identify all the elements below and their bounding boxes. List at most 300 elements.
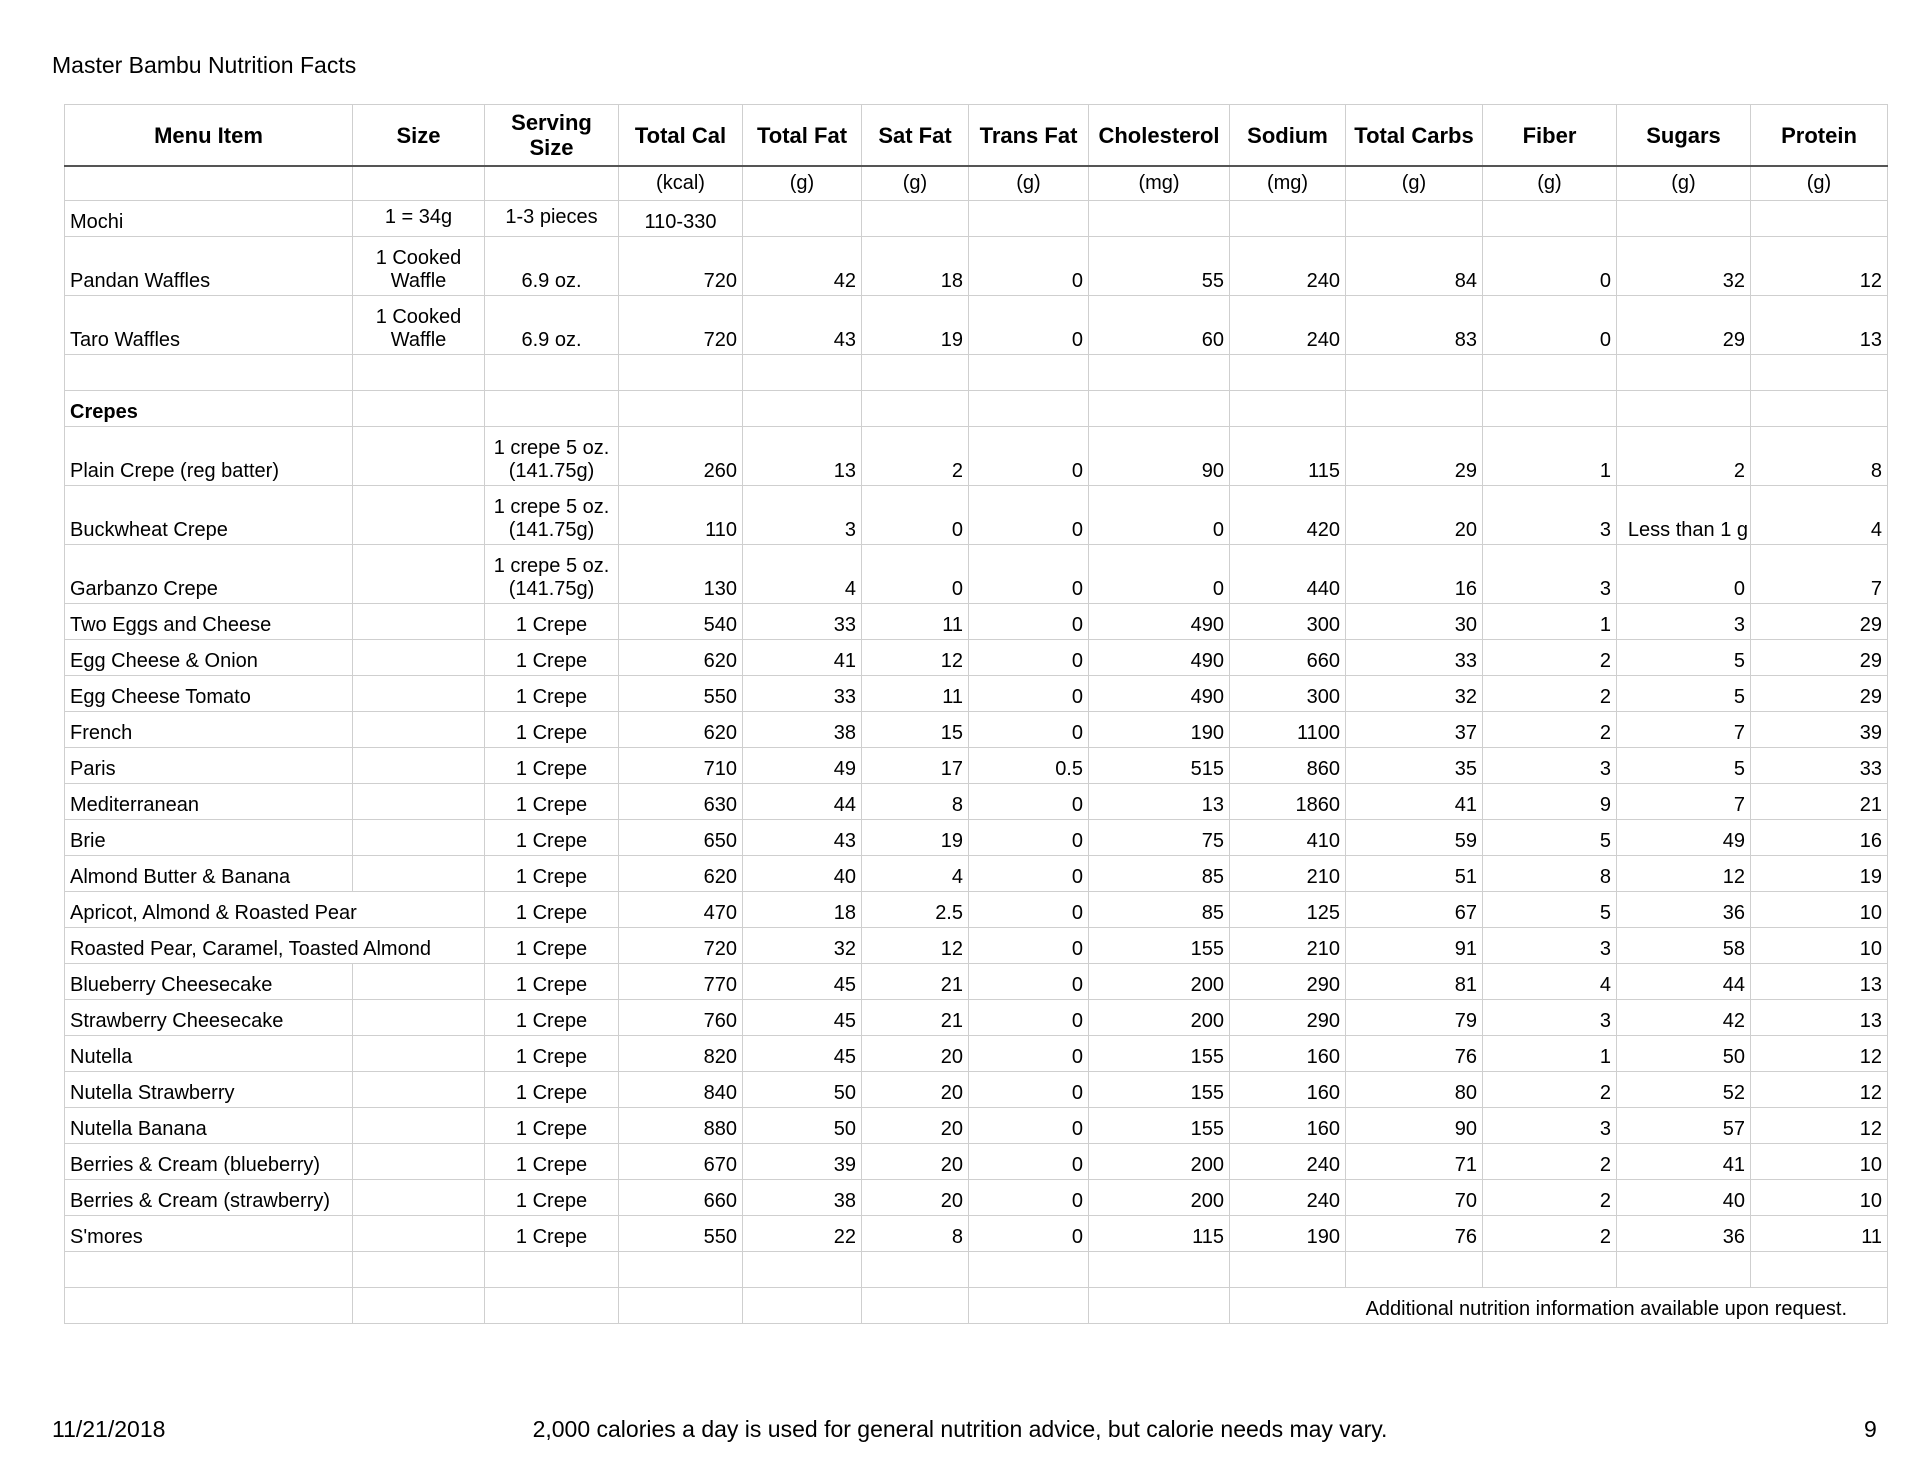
table-cell: 290	[1230, 964, 1346, 1000]
table-cell: 515	[1089, 748, 1230, 784]
table-cell: 29	[1346, 427, 1483, 486]
table-row	[65, 928, 1888, 964]
table-cell: 2	[1483, 1180, 1617, 1216]
table-cell	[353, 1288, 485, 1324]
table-cell: 200	[1089, 1144, 1230, 1180]
nutrition-table	[64, 104, 1888, 1324]
table-cell	[65, 1252, 353, 1288]
table-cell: 5	[1617, 748, 1751, 784]
table-cell: 115	[1230, 427, 1346, 486]
footer-date: 11/21/2018	[52, 1416, 166, 1442]
table-cell	[1230, 391, 1346, 427]
table-cell	[969, 391, 1089, 427]
unit-cell	[485, 166, 619, 201]
table-cell	[1346, 391, 1483, 427]
table-cell	[969, 201, 1089, 237]
page-number: 9	[1864, 1416, 1877, 1442]
table-cell: 79	[1346, 1000, 1483, 1036]
table-cell: 0	[969, 1144, 1089, 1180]
table-cell: 1 Crepe	[485, 604, 619, 640]
table-cell: S'mores	[65, 1216, 353, 1252]
table-cell	[1230, 201, 1346, 237]
table-cell: 490	[1089, 640, 1230, 676]
table-cell: 39	[1751, 712, 1888, 748]
table-cell: 260	[619, 427, 743, 486]
table-cell: 240	[1230, 1180, 1346, 1216]
table-cell: 8	[1483, 856, 1617, 892]
table-row	[65, 676, 1888, 712]
table-cell: 58	[1617, 928, 1751, 964]
table-cell: 0	[969, 964, 1089, 1000]
table-cell: 3	[1483, 1000, 1617, 1036]
table-cell: 160	[1230, 1108, 1346, 1144]
table-cell: 200	[1089, 1000, 1230, 1036]
table-cell	[353, 1180, 485, 1216]
table-cell: 1 Crepe	[485, 1144, 619, 1180]
table-cell: 13	[1751, 964, 1888, 1000]
table-cell: Berries & Cream (strawberry)	[65, 1180, 353, 1216]
unit-cell: (g)	[1346, 166, 1483, 201]
table-cell: 55	[1089, 237, 1230, 296]
table-cell	[619, 1252, 743, 1288]
table-cell: Roasted Pear, Caramel, Toasted Almond	[65, 928, 485, 964]
table-cell: 1 Crepe	[485, 640, 619, 676]
table-cell: 12	[1751, 237, 1888, 296]
table-cell: 29	[1617, 296, 1751, 355]
table-cell: 1 Crepe	[485, 676, 619, 712]
table-cell: Egg Cheese Tomato	[65, 676, 353, 712]
table-cell: 0	[1617, 545, 1751, 604]
table-cell: 49	[743, 748, 862, 784]
table-row	[65, 427, 1888, 486]
footer-note: 2,000 calories a day is used for general nutrition advice, but calorie needs may vary.	[532, 1416, 1388, 1442]
table-cell: 410	[1230, 820, 1346, 856]
table-cell: 620	[619, 640, 743, 676]
header-cell: Total Cal	[619, 105, 743, 167]
header-cell: Sat Fat	[862, 105, 969, 167]
table-cell: 84	[1346, 237, 1483, 296]
table-row	[65, 1108, 1888, 1144]
table-cell: 1860	[1230, 784, 1346, 820]
table-cell: Nutella	[65, 1036, 353, 1072]
table-cell: 155	[1089, 1072, 1230, 1108]
table-cell: Blueberry Cheesecake	[65, 964, 353, 1000]
table-cell: 38	[743, 712, 862, 748]
table-cell: 42	[1617, 1000, 1751, 1036]
table-cell: 2	[1483, 1072, 1617, 1108]
table-row	[65, 604, 1888, 640]
table-cell: 155	[1089, 928, 1230, 964]
table-cell: 20	[862, 1036, 969, 1072]
table-cell: 32	[743, 928, 862, 964]
table-cell	[1483, 201, 1617, 237]
table-cell: 300	[1230, 676, 1346, 712]
table-cell: 10	[1751, 1144, 1888, 1180]
table-cell	[1089, 1288, 1230, 1324]
table-cell: 44	[1617, 964, 1751, 1000]
table-row	[65, 856, 1888, 892]
table-cell	[353, 391, 485, 427]
table-cell	[1089, 201, 1230, 237]
table-cell: 40	[743, 856, 862, 892]
table-cell: Nutella Strawberry	[65, 1072, 353, 1108]
table-cell: 0	[969, 640, 1089, 676]
table-cell: 59	[1346, 820, 1483, 856]
table-cell: 0.5	[969, 748, 1089, 784]
table-cell	[743, 1288, 862, 1324]
table-cell: 12	[1617, 856, 1751, 892]
table-cell: 18	[743, 892, 862, 928]
table-cell: 13	[743, 427, 862, 486]
table-cell: 1 Crepe	[485, 928, 619, 964]
table-cell: 240	[1230, 237, 1346, 296]
table-cell: 42	[743, 237, 862, 296]
table-cell: 1 Crepe	[485, 1216, 619, 1252]
table-cell: 8	[1751, 427, 1888, 486]
table-cell	[353, 1000, 485, 1036]
table-cell: 660	[619, 1180, 743, 1216]
table-cell: 550	[619, 1216, 743, 1252]
table-cell: 2	[1483, 1216, 1617, 1252]
header-cell: Total Carbs	[1346, 105, 1483, 167]
table-cell: 45	[743, 1000, 862, 1036]
table-cell: 19	[1751, 856, 1888, 892]
unit-cell: (g)	[743, 166, 862, 201]
table-cell: 1 Crepe	[485, 964, 619, 1000]
table-row	[65, 784, 1888, 820]
table-cell: 10	[1751, 1180, 1888, 1216]
table-cell: 20	[862, 1144, 969, 1180]
table-cell	[65, 355, 353, 391]
table-cell	[743, 1252, 862, 1288]
table-cell: 41	[1617, 1144, 1751, 1180]
header-cell: Serving Size	[485, 105, 619, 167]
table-cell: 19	[862, 820, 969, 856]
table-cell: 17	[862, 748, 969, 784]
table-cell	[353, 712, 485, 748]
table-row	[65, 296, 1888, 355]
table-row	[65, 820, 1888, 856]
table-cell: 3	[743, 486, 862, 545]
table-cell: Buckwheat Crepe	[65, 486, 353, 545]
table-cell: 130	[619, 545, 743, 604]
unit-cell	[353, 166, 485, 201]
table-cell: 0	[1089, 545, 1230, 604]
document-title: Master Bambu Nutrition Facts	[52, 52, 357, 78]
table-cell: 33	[1346, 640, 1483, 676]
table-cell	[1617, 1252, 1751, 1288]
table-cell: 2	[1483, 712, 1617, 748]
table-cell: 5	[1617, 676, 1751, 712]
table-cell	[619, 355, 743, 391]
header-cell: Menu Item	[65, 105, 353, 167]
table-cell: 3	[1483, 928, 1617, 964]
table-cell: 7	[1617, 712, 1751, 748]
table-cell	[1617, 355, 1751, 391]
table-cell: 620	[619, 856, 743, 892]
table-row	[65, 712, 1888, 748]
header-cell: Size	[353, 105, 485, 167]
unit-cell: (g)	[1483, 166, 1617, 201]
unit-cell	[65, 166, 353, 201]
table-cell: 1	[1483, 427, 1617, 486]
table-cell	[353, 1216, 485, 1252]
table-cell: 9	[1483, 784, 1617, 820]
table-cell: 15	[862, 712, 969, 748]
table-cell: 85	[1089, 892, 1230, 928]
table-cell: 11	[862, 604, 969, 640]
table-cell: 3	[1483, 748, 1617, 784]
table-cell: 1 Crepe	[485, 820, 619, 856]
table-cell	[1483, 1252, 1617, 1288]
table-cell	[1089, 355, 1230, 391]
table-cell: 490	[1089, 604, 1230, 640]
header-cell: Cholesterol	[1089, 105, 1230, 167]
table-cell: 71	[1346, 1144, 1483, 1180]
table-cell: 7	[1751, 545, 1888, 604]
table-cell: 1 Crepe	[485, 1072, 619, 1108]
table-cell: 21	[862, 964, 969, 1000]
table-cell: 41	[743, 640, 862, 676]
table-row	[65, 1144, 1888, 1180]
table-row	[65, 545, 1888, 604]
table-cell: 20	[1346, 486, 1483, 545]
table-cell: 4	[743, 545, 862, 604]
table-cell	[969, 355, 1089, 391]
note-row	[65, 1288, 1888, 1324]
table-cell: 18	[862, 237, 969, 296]
table-cell: 5	[1617, 640, 1751, 676]
table-cell	[353, 856, 485, 892]
table-cell: 32	[1346, 676, 1483, 712]
table-cell: 20	[862, 1072, 969, 1108]
table-cell: 840	[619, 1072, 743, 1108]
table-cell: 1 Crepe	[485, 856, 619, 892]
table-cell	[353, 545, 485, 604]
table-cell: 630	[619, 784, 743, 820]
table-cell	[353, 820, 485, 856]
table-cell: 36	[1617, 892, 1751, 928]
table-cell: 1100	[1230, 712, 1346, 748]
table-cell: 85	[1089, 856, 1230, 892]
table-row	[65, 964, 1888, 1000]
table-cell	[1346, 201, 1483, 237]
table-row	[65, 1000, 1888, 1036]
table-cell: 110	[619, 486, 743, 545]
table-cell: 41	[1346, 784, 1483, 820]
table-cell: 20	[862, 1180, 969, 1216]
table-cell: 13	[1751, 296, 1888, 355]
table-cell	[353, 1072, 485, 1108]
header-cell: Trans Fat	[969, 105, 1089, 167]
table-cell: 0	[969, 237, 1089, 296]
table-cell: 2.5	[862, 892, 969, 928]
table-cell: 8	[862, 784, 969, 820]
table-cell: 43	[743, 296, 862, 355]
table-cell: 2	[1483, 640, 1617, 676]
table-cell: French	[65, 712, 353, 748]
table-cell: 40	[1617, 1180, 1751, 1216]
table-cell: Brie	[65, 820, 353, 856]
table-cell: 200	[1089, 1180, 1230, 1216]
table-cell: 2	[1483, 1144, 1617, 1180]
table-cell: 5	[1483, 892, 1617, 928]
table-cell: 4	[862, 856, 969, 892]
table-cell: 38	[743, 1180, 862, 1216]
table-cell: Nutella Banana	[65, 1108, 353, 1144]
table-cell: 1 Crepe	[485, 1000, 619, 1036]
table-cell: 12	[1751, 1072, 1888, 1108]
table-cell: 3	[1483, 486, 1617, 545]
table-cell: 1 = 34g	[353, 201, 485, 237]
table-cell: 0	[969, 1072, 1089, 1108]
table-cell	[353, 676, 485, 712]
table-cell: 420	[1230, 486, 1346, 545]
units-row	[65, 166, 1888, 201]
table-cell: 0	[969, 427, 1089, 486]
table-cell: Taro Waffles	[65, 296, 353, 355]
table-row	[65, 640, 1888, 676]
empty-row	[65, 355, 1888, 391]
header-cell: Fiber	[1483, 105, 1617, 167]
table-cell: 160	[1230, 1072, 1346, 1108]
table-cell	[969, 1252, 1089, 1288]
table-cell: 83	[1346, 296, 1483, 355]
table-cell: 210	[1230, 928, 1346, 964]
table-cell: 300	[1230, 604, 1346, 640]
table-cell: 12	[1751, 1108, 1888, 1144]
table-cell: 0	[969, 712, 1089, 748]
table-cell	[1751, 201, 1888, 237]
table-cell	[862, 391, 969, 427]
table-cell: 29	[1751, 604, 1888, 640]
table-cell: 52	[1617, 1072, 1751, 1108]
table-cell: 0	[969, 1000, 1089, 1036]
table-cell: 22	[743, 1216, 862, 1252]
table-cell: 3	[1483, 1108, 1617, 1144]
table-cell	[743, 355, 862, 391]
table-cell: 1 Crepe	[485, 1036, 619, 1072]
table-cell: 32	[1617, 237, 1751, 296]
table-cell: Strawberry Cheesecake	[65, 1000, 353, 1036]
table-cell: 20	[862, 1108, 969, 1144]
table-cell: 91	[1346, 928, 1483, 964]
table-row	[65, 1216, 1888, 1252]
table-row	[65, 1036, 1888, 1072]
table-cell: 12	[1751, 1036, 1888, 1072]
table-cell: 240	[1230, 1144, 1346, 1180]
table-cell: 0	[1483, 296, 1617, 355]
table-cell: 1 crepe 5 oz. (141.75g)	[485, 545, 619, 604]
table-cell: Berries & Cream (blueberry)	[65, 1144, 353, 1180]
table-cell: 4	[1751, 486, 1888, 545]
table-cell: 770	[619, 964, 743, 1000]
header-cell: Sodium	[1230, 105, 1346, 167]
table-cell	[1089, 391, 1230, 427]
table-cell: 57	[1617, 1108, 1751, 1144]
table-cell	[969, 1288, 1089, 1324]
table-cell: 36	[1617, 1216, 1751, 1252]
table-cell: 110-330	[619, 201, 743, 237]
table-cell: 160	[1230, 1036, 1346, 1072]
table-cell	[353, 1144, 485, 1180]
table-cell	[862, 1288, 969, 1324]
table-cell: 67	[1346, 892, 1483, 928]
table-cell: 12	[862, 640, 969, 676]
table-cell: 190	[1230, 1216, 1346, 1252]
table-cell: 115	[1089, 1216, 1230, 1252]
table-cell	[65, 1288, 353, 1324]
table-cell: 51	[1346, 856, 1483, 892]
table-cell: 29	[1751, 676, 1888, 712]
table-cell: 1 crepe 5 oz. (141.75g)	[485, 427, 619, 486]
table-cell	[619, 391, 743, 427]
table-cell: 60	[1089, 296, 1230, 355]
table-cell: 155	[1089, 1036, 1230, 1072]
unit-cell: (mg)	[1089, 166, 1230, 201]
table-cell	[353, 1108, 485, 1144]
section-row	[65, 391, 1888, 427]
table-cell	[1089, 1252, 1230, 1288]
table-cell: 6.9 oz.	[485, 296, 619, 355]
table-cell: 35	[1346, 748, 1483, 784]
table-cell: 1 Cooked Waffle	[353, 296, 485, 355]
table-cell: 710	[619, 748, 743, 784]
table-row	[65, 1072, 1888, 1108]
additional-info-note: Additional nutrition information available upon request.	[1230, 1288, 1888, 1324]
table-cell	[353, 486, 485, 545]
table-cell: 0	[969, 856, 1089, 892]
table-cell: 0	[969, 296, 1089, 355]
table-cell: Crepes	[65, 391, 353, 427]
table-cell	[1230, 355, 1346, 391]
table-cell: 880	[619, 1108, 743, 1144]
table-cell: Paris	[65, 748, 353, 784]
table-cell: 720	[619, 296, 743, 355]
table-cell: 720	[619, 237, 743, 296]
table-cell: 660	[1230, 640, 1346, 676]
table-cell	[485, 355, 619, 391]
table-cell: 0	[862, 545, 969, 604]
table-cell: Two Eggs and Cheese	[65, 604, 353, 640]
table-cell: 290	[1230, 1000, 1346, 1036]
table-cell: Mochi	[65, 201, 353, 237]
table-cell: 80	[1346, 1072, 1483, 1108]
header-cell: Sugars	[1617, 105, 1751, 167]
table-cell: Mediterranean	[65, 784, 353, 820]
table-cell: 50	[743, 1072, 862, 1108]
table-cell: 1 Crepe	[485, 892, 619, 928]
table-cell: 16	[1346, 545, 1483, 604]
table-cell: 6.9 oz.	[485, 237, 619, 296]
table-cell: 1 Crepe	[485, 1180, 619, 1216]
table-cell	[862, 201, 969, 237]
table-cell: 13	[1751, 1000, 1888, 1036]
table-cell: 2	[1483, 676, 1617, 712]
table-cell: 11	[862, 676, 969, 712]
table-cell	[353, 1252, 485, 1288]
table-cell: Egg Cheese & Onion	[65, 640, 353, 676]
table-cell: 45	[743, 1036, 862, 1072]
table-cell	[619, 1288, 743, 1324]
table-cell: 125	[1230, 892, 1346, 928]
table-cell	[1346, 355, 1483, 391]
table-cell	[1483, 391, 1617, 427]
unit-cell: (kcal)	[619, 166, 743, 201]
table-row	[65, 748, 1888, 784]
unit-cell: (g)	[969, 166, 1089, 201]
table-cell: 0	[1089, 486, 1230, 545]
